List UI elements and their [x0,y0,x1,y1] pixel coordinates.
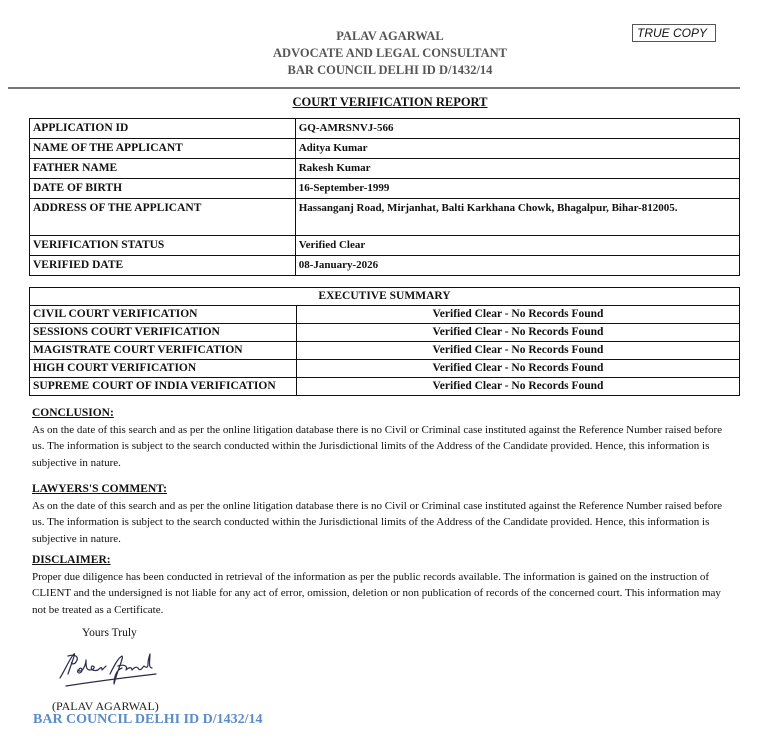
table-row [30,256,740,276]
closing-text: Yours Truly [82,627,137,639]
disclaimer-heading: DISCLAIMER: [32,554,111,566]
table-row [30,360,740,378]
field-value: Aditya Kumar [295,139,739,159]
field-value: 08-January-2026 [295,256,739,276]
table-row [30,199,740,236]
field-label: NAME OF THE APPLICANT [30,139,296,159]
lawyers-comment-text: As on the date of this search and as per the online litigation database there is no Civil or Criminal case instituted against the Reference Number raised before us. The information is subject to the search conducted within the Jurisdictional limits of the Address of the Candidate provided. Hence, this information is subjective in nature. [32,499,723,545]
field-label: FATHER NAME [30,159,296,179]
table-row [30,119,740,139]
field-value: Verified Clear [295,236,739,256]
court-label: CIVIL COURT VERIFICATION [30,306,297,324]
report-title: COURT VERIFICATION REPORT [292,95,488,109]
summary-title: EXECUTIVE SUMMARY [30,288,740,306]
conclusion-heading: CONCLUSION: [32,407,114,419]
lawyers-comment-heading: LAWYERS'S COMMENT: [32,483,167,495]
court-status: Verified Clear - No Records Found [297,342,740,360]
executive-summary-table [29,287,740,396]
advocate-name: PALAV AGARWAL [336,29,444,43]
table-row [30,378,740,396]
advocate-designation: ADVOCATE AND LEGAL CONSULTANT [273,46,507,60]
court-label: HIGH COURT VERIFICATION [30,360,297,378]
field-value: GQ-AMRSNVJ-566 [295,119,739,139]
bar-council-id: BAR COUNCIL DELHI ID D/1432/14 [287,63,493,77]
field-label: ADDRESS OF THE APPLICANT [30,199,296,236]
lawyers-comment-section [32,481,732,547]
court-status: Verified Clear - No Records Found [297,360,740,378]
field-value: 16-September-1999 [295,179,739,199]
true-copy-stamp: TRUE COPY [632,24,716,42]
signatory-bar-council-id: BAR COUNCIL DELHI ID D/1432/14 [33,712,263,727]
court-label: MAGISTRATE COURT VERIFICATION [30,342,297,360]
conclusion-section [32,405,732,471]
disclaimer-text: Proper due diligence has been conducted in retrieval of the information as per the public records available. The information is gained on the instruction of CLIENT and the undersigned is not liable for any act of error, omission, deletion or non publication of records of the concerned court. This information may not be treated as a Certificate. [32,570,721,616]
field-label: VERIFIED DATE [30,256,296,276]
field-label: VERIFICATION STATUS [30,236,296,256]
court-status: Verified Clear - No Records Found [297,378,740,396]
field-label: DATE OF BIRTH [30,179,296,199]
table-row [30,324,740,342]
header-divider [8,87,740,89]
table-row [30,139,740,159]
field-label: APPLICATION ID [30,119,296,139]
table-row [30,179,740,199]
court-status: Verified Clear - No Records Found [297,306,740,324]
field-value: Rakesh Kumar [295,159,739,179]
table-row [30,306,740,324]
applicant-info-table [29,118,740,276]
court-label: SESSIONS COURT VERIFICATION [30,324,297,342]
signature-icon [52,648,162,692]
table-row [30,236,740,256]
field-value: Hassanganj Road, Mirjanhat, Balti Karkhana Chowk, Bhagalpur, Bihar-812005. [295,199,739,236]
conclusion-text: As on the date of this search and as per the online litigation database there is no Civil or Criminal case instituted against the Reference Number raised before us. The information is subject to the search conducted within the Jurisdictional limits of the Address of the Candidate provided. Hence, this information is subjective in nature. [32,423,723,469]
court-status: Verified Clear - No Records Found [297,324,740,342]
signatory-name: (PALAV AGARWAL) [52,699,159,713]
disclaimer-section [32,552,732,618]
table-row [30,342,740,360]
court-label: SUPREME COURT OF INDIA VERIFICATION [30,378,297,396]
table-header-row [30,288,740,306]
table-row [30,159,740,179]
